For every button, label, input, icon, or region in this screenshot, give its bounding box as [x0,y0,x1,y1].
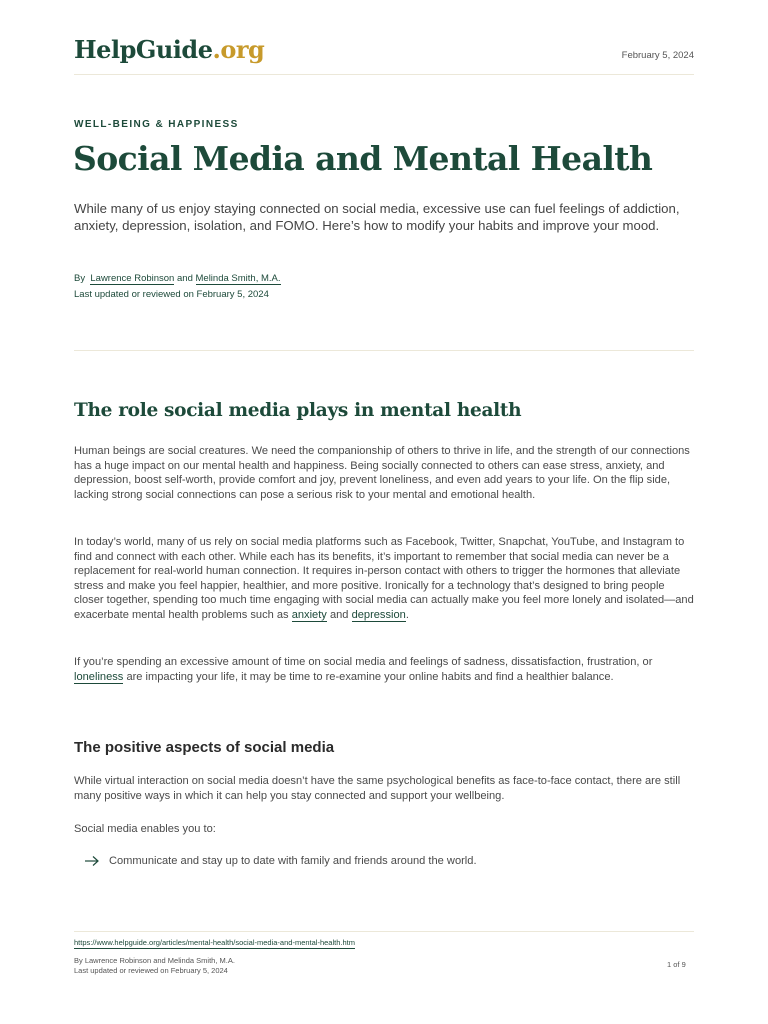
helpguide-logo[interactable] [74,36,264,64]
paragraph-text: In today’s world, many of us rely on social media platforms such as Facebook, Twitter, Snapchat, YouTube, and Instagram to find and connect with each other. While each has its benefits, it’s important to remember that social media can never be a replacement for real-world human connection. It requires in-person contact with others to trigger the hormones that alleviate stress and make you feel happier, healthier, and more positive. Ironically for a technology that’s designed to bring people closer together, spending too much time engaging with social media can actually make you feel more lonely and isolated—and exacerbate mental health problems such as [74,536,694,621]
last-reviewed: Last updated or reviewed on February 5, 2024 [74,289,269,300]
author-link-smith[interactable]: Melinda Smith, M.A. [195,273,281,284]
footer-url-link[interactable]: https://www.helpguide.org/articles/mental-health/social-media-and-mental-health.htm [74,938,355,947]
paragraph-text: If you’re spending an excessive amount of time on social media and feelings of sadness, dissatisfaction, frustration, or [74,656,653,668]
paragraph-virtual-interaction: While virtual interaction on social media doesn’t have the same psychological benefits as face-to-face contact, there are still many positive ways in which it can help you stay connected and support your wellbeing. [74,775,681,802]
page-header [74,36,694,75]
section-heading-role: The role social media plays in mental health [74,400,522,421]
paragraph-enables: Social media enables you to: [74,823,216,835]
logo-main: HelpGuide [74,35,213,64]
byline-prefix: By [74,273,86,284]
paragraph-text: and [329,608,349,621]
article-category[interactable]: WELL-BEING & HAPPINESS [74,119,239,130]
paragraph-text: . [405,608,409,621]
author-link-robinson[interactable]: Lawrence Robinson [90,273,175,284]
paragraph-todays-world [74,535,696,622]
divider [74,350,694,351]
byline [74,272,281,286]
page-number: 1 of 9 [667,960,686,969]
section-heading-positive: The positive aspects of social media [74,739,335,756]
anxiety-link[interactable]: anxiety [291,608,327,621]
header-date: February 5, 2024 [621,50,694,61]
article-title: Social Media and Mental Health [73,139,653,178]
paragraph-social-creatures: Human beings are social creatures. We need the companionship of others to thrive in life, and the strength of our connections has a huge impact on our mental health and happiness. Being socially connected to others can ease stress, anxiety, and depression, boost self-worth, provide comfort and joy, prevent loneliness, and even add years to your life. On the flip side, lacking strong social connections can pose a serious risk to your mental and emotional health. [74,445,690,501]
depression-link[interactable]: depression [351,608,406,621]
paragraph-excessive-time [74,655,696,684]
paragraph-text: are impacting your life, it may be time to re-examine your online habits and find a healthier balance. [126,670,614,683]
footer-reviewed: Last updated or reviewed on February 5, 2024 [74,966,228,975]
byline-and: and [177,273,193,284]
logo-tld: .org [212,35,265,64]
footer-byline: By Lawrence Robinson and Melinda Smith, M.A. [74,956,235,965]
loneliness-link[interactable]: loneliness [74,670,124,683]
article-intro: While many of us enjoy staying connected on social media, excessive use can fuel feelings of addiction, anxiety, depression, isolation, and FOMO. Here’s how to modify your habits and improve your mood. [74,201,680,233]
arrow-right-icon [84,854,100,868]
list-item-text: Communicate and stay up to date with family and friends around the world. [109,855,477,867]
footer-divider [74,931,694,932]
